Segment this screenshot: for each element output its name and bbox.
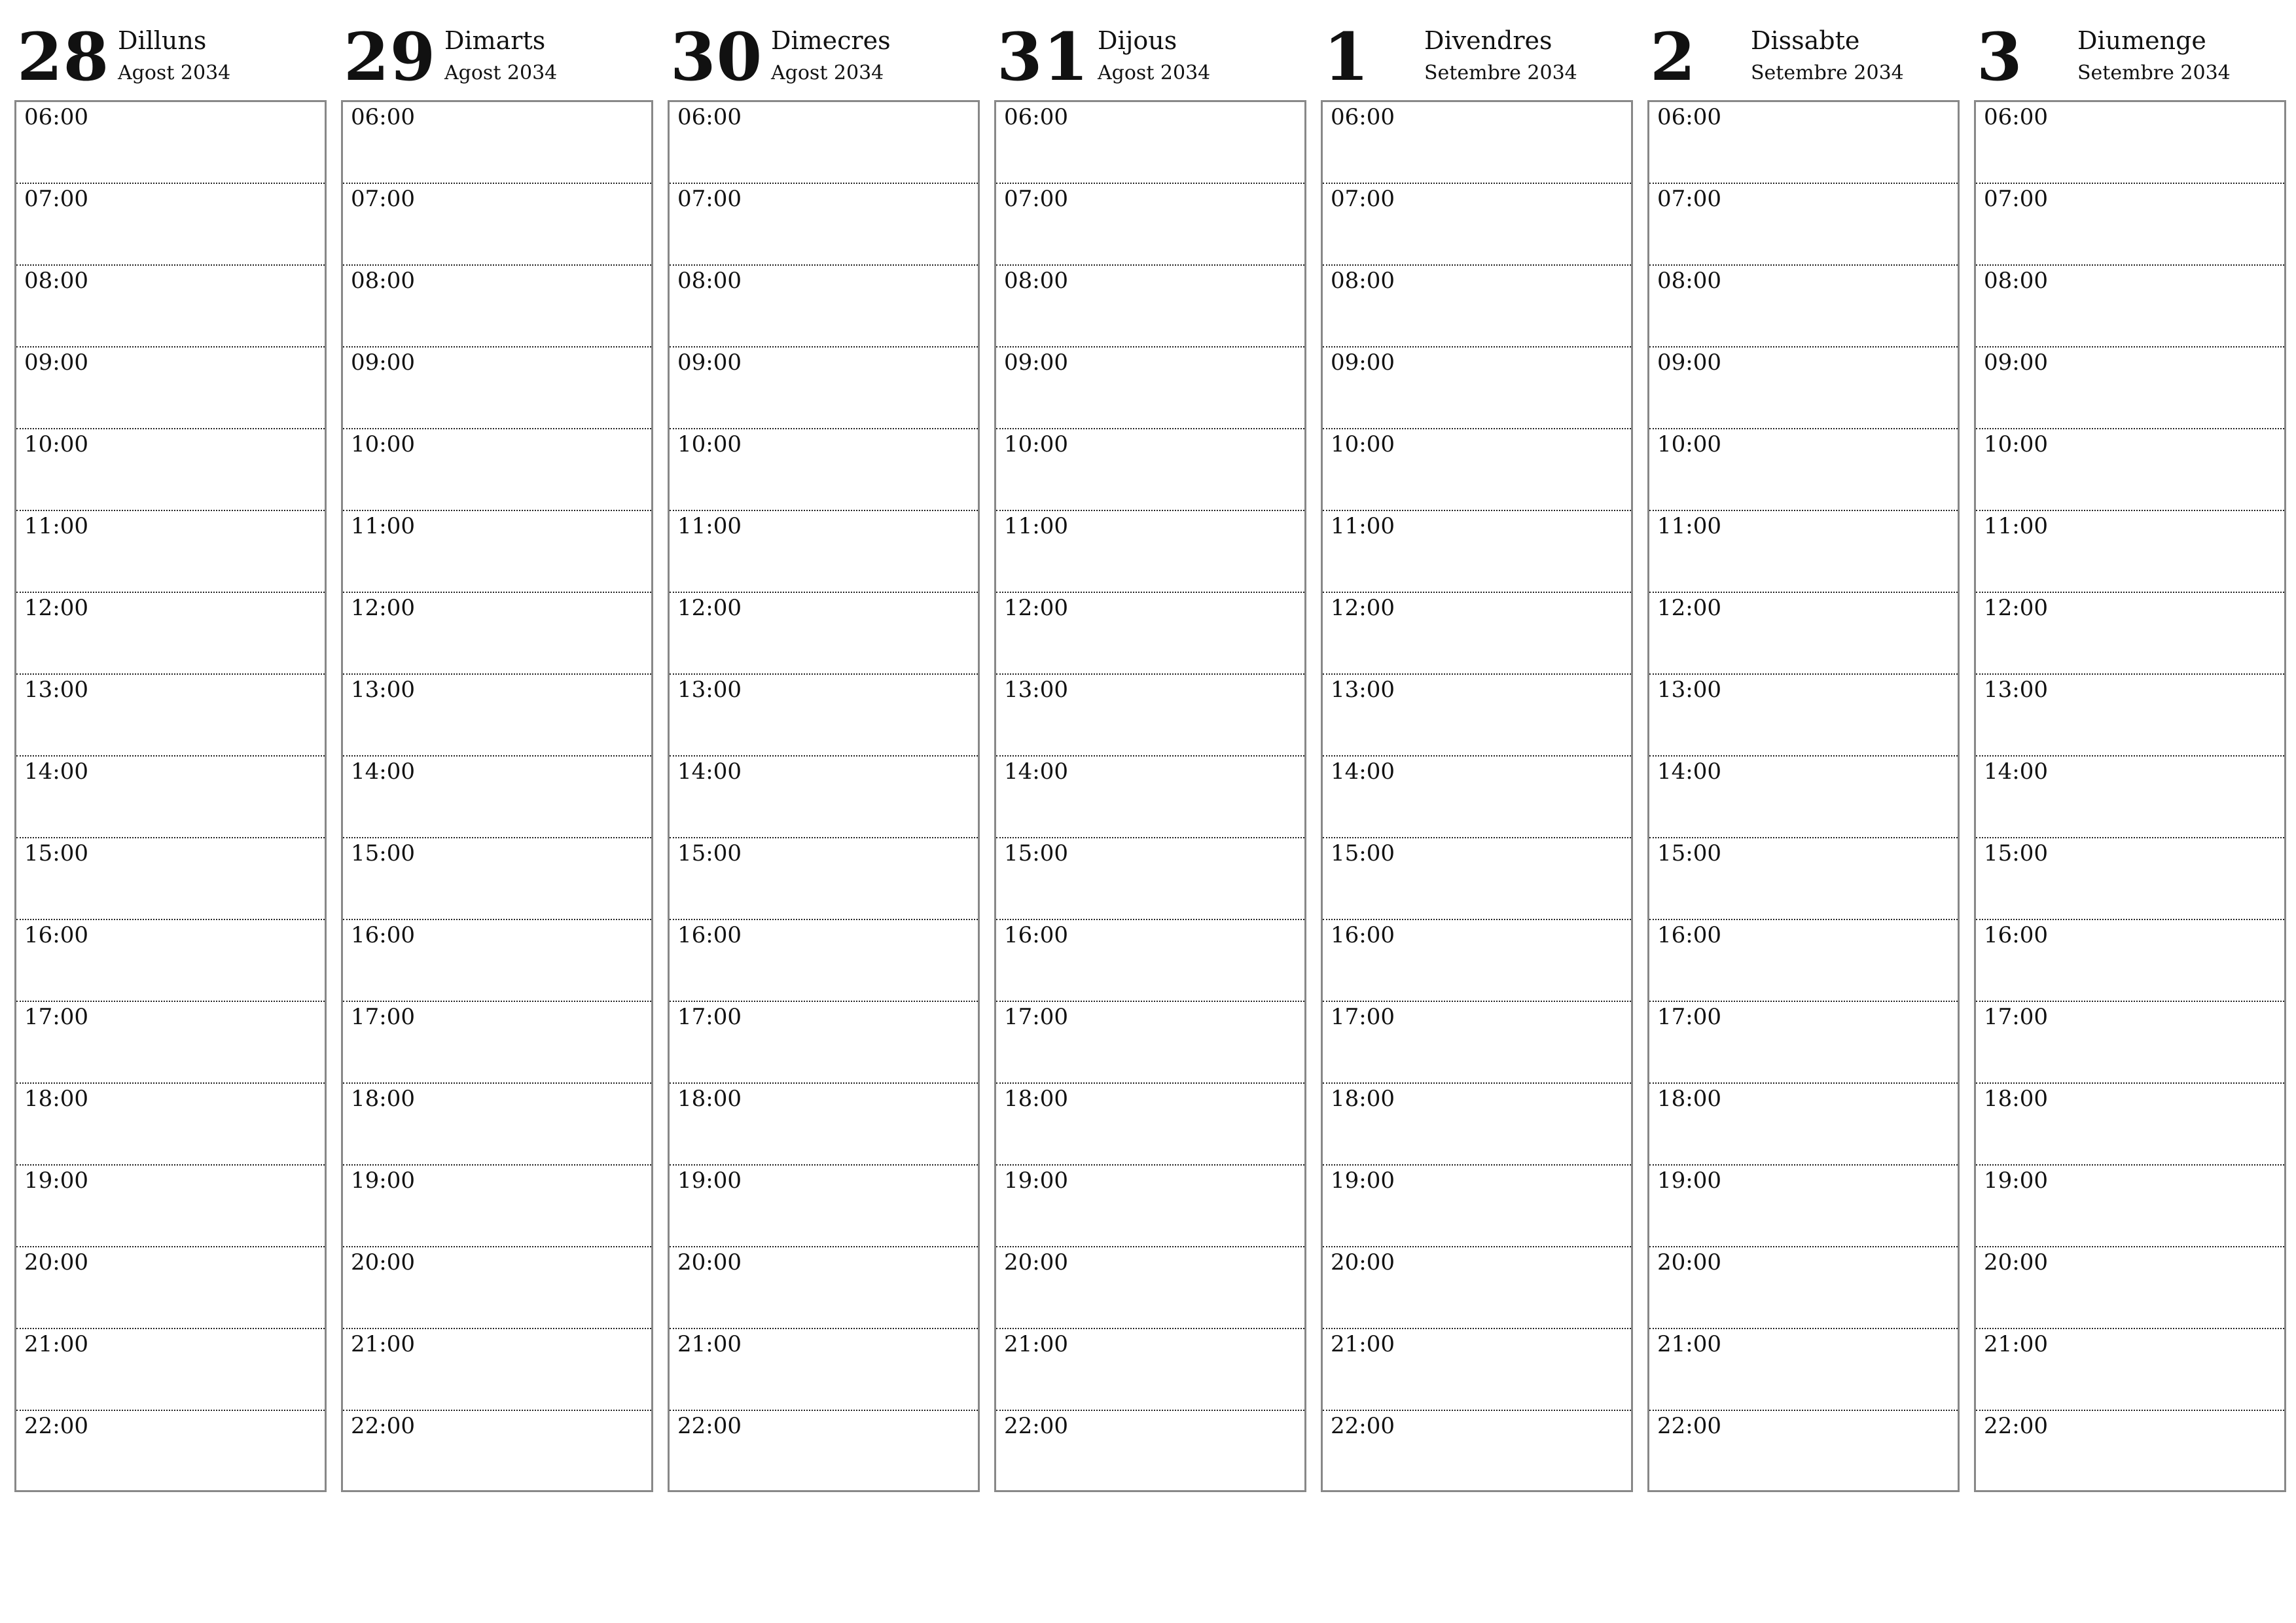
- time-label: 07:00: [1331, 186, 1395, 212]
- time-label: 12:00: [24, 595, 88, 621]
- time-label: 12:00: [351, 595, 415, 621]
- day-schedule: [994, 100, 1306, 1492]
- time-slot[interactable]: [996, 1247, 1304, 1329]
- time-label: 10:00: [1984, 431, 2048, 457]
- time-label: 13:00: [1331, 677, 1395, 703]
- time-slot[interactable]: [1976, 266, 2284, 348]
- day-name: Diumenge: [2077, 26, 2206, 55]
- time-label: 13:00: [24, 677, 88, 703]
- time-label: 11:00: [1331, 513, 1395, 539]
- time-slot[interactable]: [670, 1166, 978, 1247]
- time-slot[interactable]: [1976, 348, 2284, 429]
- time-label: 18:00: [1331, 1086, 1395, 1112]
- time-label: 06:00: [1657, 104, 1721, 130]
- time-label: 15:00: [24, 840, 88, 866]
- time-label: 20:00: [24, 1249, 88, 1275]
- time-label: 07:00: [1984, 186, 2048, 212]
- time-slot[interactable]: [996, 511, 1304, 593]
- time-slot[interactable]: [16, 348, 325, 429]
- day-column: [994, 20, 1306, 1492]
- time-slot[interactable]: [670, 102, 978, 184]
- time-label: 12:00: [1004, 595, 1068, 621]
- time-label: 13:00: [677, 677, 742, 703]
- time-label: 17:00: [1004, 1004, 1068, 1030]
- day-name: Dimecres: [771, 26, 891, 55]
- day-month: Agost 2034: [771, 62, 884, 84]
- time-slot[interactable]: [1323, 429, 1631, 511]
- day-month: Agost 2034: [444, 62, 558, 84]
- time-label: 16:00: [677, 922, 742, 948]
- time-slot[interactable]: [343, 838, 651, 920]
- time-label: 16:00: [1331, 922, 1395, 948]
- time-slot[interactable]: [343, 1166, 651, 1247]
- time-slot[interactable]: [670, 1247, 978, 1329]
- time-label: 06:00: [677, 104, 742, 130]
- time-label: 20:00: [1984, 1249, 2048, 1275]
- time-slot[interactable]: [670, 920, 978, 1002]
- time-label: 13:00: [351, 677, 415, 703]
- day-name: Dijous: [1098, 26, 1177, 55]
- time-label: 18:00: [24, 1086, 88, 1112]
- time-slot[interactable]: [670, 838, 978, 920]
- time-label: 16:00: [24, 922, 88, 948]
- time-label: 13:00: [1984, 677, 2048, 703]
- day-schedule: [1974, 100, 2286, 1492]
- time-label: 10:00: [1004, 431, 1068, 457]
- time-slot[interactable]: [1649, 675, 1958, 757]
- time-slot[interactable]: [1649, 838, 1958, 920]
- time-label: 13:00: [1004, 677, 1068, 703]
- time-slot[interactable]: [996, 1002, 1304, 1084]
- time-label: 21:00: [1657, 1331, 1721, 1357]
- time-slot[interactable]: [670, 348, 978, 429]
- time-slot[interactable]: [16, 1247, 325, 1329]
- time-label: 14:00: [1984, 758, 2048, 785]
- time-slot[interactable]: [16, 838, 325, 920]
- time-slot[interactable]: [1976, 1411, 2284, 1490]
- day-month: Setembre 2034: [2077, 62, 2231, 84]
- time-slot[interactable]: [670, 1411, 978, 1490]
- day-column: [1647, 20, 1960, 1492]
- time-label: 08:00: [24, 268, 88, 294]
- time-label: 09:00: [1331, 349, 1395, 376]
- time-label: 16:00: [1984, 922, 2048, 948]
- time-slot[interactable]: [1323, 1247, 1631, 1329]
- time-label: 06:00: [1984, 104, 2048, 130]
- time-slot[interactable]: [1976, 184, 2284, 266]
- time-label: 19:00: [677, 1168, 742, 1194]
- day-name: Divendres: [1424, 26, 1552, 55]
- time-slot[interactable]: [1323, 1329, 1631, 1411]
- time-slot[interactable]: [670, 1084, 978, 1166]
- time-label: 19:00: [1657, 1168, 1721, 1194]
- time-slot[interactable]: [16, 511, 325, 593]
- time-slot[interactable]: [1323, 675, 1631, 757]
- time-label: 21:00: [351, 1331, 415, 1357]
- time-slot[interactable]: [1649, 593, 1958, 675]
- time-label: 18:00: [1984, 1086, 2048, 1112]
- time-slot[interactable]: [1323, 1084, 1631, 1166]
- time-label: 06:00: [351, 104, 415, 130]
- time-label: 15:00: [1657, 840, 1721, 866]
- time-slot[interactable]: [1976, 511, 2284, 593]
- time-slot[interactable]: [16, 1329, 325, 1411]
- time-slot[interactable]: [1323, 348, 1631, 429]
- time-slot[interactable]: [1976, 920, 2284, 1002]
- time-label: 09:00: [677, 349, 742, 376]
- time-slot[interactable]: [670, 1329, 978, 1411]
- day-header: [668, 20, 980, 100]
- time-label: 20:00: [677, 1249, 742, 1275]
- time-label: 08:00: [351, 268, 415, 294]
- time-slot[interactable]: [343, 266, 651, 348]
- time-slot[interactable]: [343, 102, 651, 184]
- time-slot[interactable]: [1323, 184, 1631, 266]
- time-label: 14:00: [1004, 758, 1068, 785]
- time-slot[interactable]: [343, 920, 651, 1002]
- time-slot[interactable]: [1323, 266, 1631, 348]
- time-slot[interactable]: [996, 348, 1304, 429]
- time-label: 22:00: [351, 1413, 415, 1439]
- time-slot[interactable]: [996, 1166, 1304, 1247]
- time-label: 22:00: [1331, 1413, 1395, 1439]
- time-label: 14:00: [1331, 758, 1395, 785]
- time-slot[interactable]: [996, 838, 1304, 920]
- time-slot[interactable]: [1976, 429, 2284, 511]
- time-slot[interactable]: [670, 1002, 978, 1084]
- day-number: 1: [1323, 18, 1370, 96]
- time-slot[interactable]: [343, 593, 651, 675]
- day-number: 29: [344, 18, 437, 96]
- time-slot[interactable]: [16, 593, 325, 675]
- time-slot[interactable]: [1976, 675, 2284, 757]
- time-label: 10:00: [1331, 431, 1395, 457]
- time-label: 10:00: [351, 431, 415, 457]
- day-month: Setembre 2034: [1751, 62, 1904, 84]
- time-slot[interactable]: [16, 920, 325, 1002]
- time-label: 18:00: [351, 1086, 415, 1112]
- time-slot[interactable]: [996, 675, 1304, 757]
- time-slot[interactable]: [1649, 266, 1958, 348]
- time-slot[interactable]: [1649, 1247, 1958, 1329]
- time-label: 15:00: [1004, 840, 1068, 866]
- day-month: Setembre 2034: [1424, 62, 1577, 84]
- day-schedule: [1321, 100, 1633, 1492]
- time-label: 21:00: [1984, 1331, 2048, 1357]
- time-slot[interactable]: [1323, 102, 1631, 184]
- time-label: 07:00: [677, 186, 742, 212]
- time-slot[interactable]: [16, 1002, 325, 1084]
- time-label: 10:00: [24, 431, 88, 457]
- time-slot[interactable]: [343, 675, 651, 757]
- time-slot[interactable]: [16, 1411, 325, 1490]
- time-slot[interactable]: [1976, 1247, 2284, 1329]
- time-label: 11:00: [1004, 513, 1068, 539]
- day-number: 30: [670, 18, 763, 96]
- day-month: Agost 2034: [1098, 62, 1211, 84]
- time-slot[interactable]: [1649, 1166, 1958, 1247]
- time-label: 22:00: [24, 1413, 88, 1439]
- time-label: 21:00: [677, 1331, 742, 1357]
- day-header: [14, 20, 327, 100]
- time-slot[interactable]: [343, 757, 651, 838]
- time-label: 16:00: [1657, 922, 1721, 948]
- day-name: Dilluns: [118, 26, 207, 55]
- day-number: 2: [1650, 18, 1696, 96]
- time-slot[interactable]: [343, 348, 651, 429]
- time-label: 22:00: [1657, 1413, 1721, 1439]
- day-column: [668, 20, 980, 1492]
- time-slot[interactable]: [16, 429, 325, 511]
- day-column: [14, 20, 327, 1492]
- time-slot[interactable]: [670, 511, 978, 593]
- time-slot[interactable]: [1976, 1166, 2284, 1247]
- time-slot[interactable]: [670, 757, 978, 838]
- time-label: 19:00: [24, 1168, 88, 1194]
- time-slot[interactable]: [670, 675, 978, 757]
- time-slot[interactable]: [1649, 184, 1958, 266]
- day-header: [1647, 20, 1960, 100]
- time-label: 22:00: [677, 1413, 742, 1439]
- time-slot[interactable]: [996, 266, 1304, 348]
- day-header: [1321, 20, 1633, 100]
- time-label: 19:00: [1004, 1168, 1068, 1194]
- time-slot[interactable]: [1976, 1084, 2284, 1166]
- day-schedule: [668, 100, 980, 1492]
- time-label: 14:00: [1657, 758, 1721, 785]
- time-slot[interactable]: [996, 1411, 1304, 1490]
- day-name: Dimarts: [444, 26, 546, 55]
- time-label: 20:00: [1331, 1249, 1395, 1275]
- time-label: 18:00: [1657, 1086, 1721, 1112]
- time-slot[interactable]: [670, 266, 978, 348]
- time-slot[interactable]: [1976, 1329, 2284, 1411]
- day-column: [341, 20, 653, 1492]
- day-header: [994, 20, 1306, 100]
- day-schedule: [14, 100, 327, 1492]
- day-name: Dissabte: [1751, 26, 1860, 55]
- time-label: 07:00: [351, 186, 415, 212]
- day-header: [1974, 20, 2286, 100]
- time-slot[interactable]: [670, 429, 978, 511]
- time-slot[interactable]: [343, 1411, 651, 1490]
- day-schedule: [341, 100, 653, 1492]
- time-label: 17:00: [677, 1004, 742, 1030]
- time-slot[interactable]: [16, 102, 325, 184]
- time-label: 08:00: [677, 268, 742, 294]
- time-slot[interactable]: [1323, 593, 1631, 675]
- time-slot[interactable]: [996, 429, 1304, 511]
- time-slot[interactable]: [1323, 838, 1631, 920]
- day-header: [341, 20, 653, 100]
- time-label: 11:00: [351, 513, 415, 539]
- time-label: 16:00: [351, 922, 415, 948]
- time-slot[interactable]: [1976, 593, 2284, 675]
- time-label: 21:00: [1331, 1331, 1395, 1357]
- time-label: 12:00: [1331, 595, 1395, 621]
- time-slot[interactable]: [1649, 102, 1958, 184]
- time-slot[interactable]: [343, 1084, 651, 1166]
- time-label: 15:00: [1331, 840, 1395, 866]
- time-label: 19:00: [1331, 1168, 1395, 1194]
- time-label: 09:00: [1657, 349, 1721, 376]
- time-label: 21:00: [1004, 1331, 1068, 1357]
- time-label: 08:00: [1331, 268, 1395, 294]
- time-label: 14:00: [351, 758, 415, 785]
- time-label: 07:00: [24, 186, 88, 212]
- time-slot[interactable]: [1976, 102, 2284, 184]
- time-slot[interactable]: [670, 184, 978, 266]
- time-label: 09:00: [1004, 349, 1068, 376]
- time-label: 15:00: [677, 840, 742, 866]
- time-slot[interactable]: [16, 675, 325, 757]
- time-label: 15:00: [1984, 840, 2048, 866]
- time-slot[interactable]: [1323, 1166, 1631, 1247]
- time-label: 22:00: [1984, 1413, 2048, 1439]
- time-slot[interactable]: [16, 1084, 325, 1166]
- time-slot[interactable]: [1323, 920, 1631, 1002]
- time-label: 09:00: [1984, 349, 2048, 376]
- time-slot[interactable]: [1323, 511, 1631, 593]
- time-label: 17:00: [351, 1004, 415, 1030]
- time-slot[interactable]: [1649, 1084, 1958, 1166]
- time-label: 18:00: [677, 1086, 742, 1112]
- time-slot[interactable]: [996, 920, 1304, 1002]
- time-label: 11:00: [1984, 513, 2048, 539]
- day-month: Agost 2034: [118, 62, 231, 84]
- time-slot[interactable]: [996, 184, 1304, 266]
- time-label: 06:00: [24, 104, 88, 130]
- time-slot[interactable]: [670, 593, 978, 675]
- time-label: 17:00: [24, 1004, 88, 1030]
- time-slot[interactable]: [1323, 1002, 1631, 1084]
- day-number: 3: [1977, 18, 2023, 96]
- time-slot[interactable]: [1649, 1411, 1958, 1490]
- time-label: 20:00: [1657, 1249, 1721, 1275]
- time-label: 11:00: [1657, 513, 1721, 539]
- time-slot[interactable]: [996, 1084, 1304, 1166]
- time-label: 17:00: [1984, 1004, 2048, 1030]
- time-label: 08:00: [1984, 268, 2048, 294]
- time-slot[interactable]: [1649, 1002, 1958, 1084]
- time-label: 12:00: [1984, 595, 2048, 621]
- time-slot[interactable]: [1976, 1002, 2284, 1084]
- time-label: 20:00: [351, 1249, 415, 1275]
- time-slot[interactable]: [16, 266, 325, 348]
- time-label: 11:00: [24, 513, 88, 539]
- time-label: 17:00: [1331, 1004, 1395, 1030]
- time-slot[interactable]: [343, 1247, 651, 1329]
- time-slot[interactable]: [1649, 511, 1958, 593]
- time-slot[interactable]: [996, 1329, 1304, 1411]
- time-label: 08:00: [1004, 268, 1068, 294]
- time-label: 07:00: [1004, 186, 1068, 212]
- time-slot[interactable]: [16, 1166, 325, 1247]
- time-label: 15:00: [351, 840, 415, 866]
- time-slot[interactable]: [1649, 429, 1958, 511]
- time-label: 08:00: [1657, 268, 1721, 294]
- time-slot[interactable]: [343, 1002, 651, 1084]
- time-label: 06:00: [1004, 104, 1068, 130]
- time-label: 09:00: [24, 349, 88, 376]
- time-label: 13:00: [1657, 677, 1721, 703]
- time-label: 07:00: [1657, 186, 1721, 212]
- time-slot[interactable]: [1649, 1329, 1958, 1411]
- time-slot[interactable]: [996, 102, 1304, 184]
- time-label: 19:00: [1984, 1168, 2048, 1194]
- time-slot[interactable]: [1649, 920, 1958, 1002]
- day-number: 28: [17, 18, 110, 96]
- time-slot[interactable]: [1976, 757, 2284, 838]
- time-label: 22:00: [1004, 1413, 1068, 1439]
- time-label: 06:00: [1331, 104, 1395, 130]
- time-slot[interactable]: [1323, 757, 1631, 838]
- time-slot[interactable]: [1976, 838, 2284, 920]
- day-column: [1974, 20, 2286, 1492]
- time-slot[interactable]: [996, 593, 1304, 675]
- time-label: 10:00: [677, 431, 742, 457]
- time-label: 16:00: [1004, 922, 1068, 948]
- time-slot[interactable]: [1649, 757, 1958, 838]
- time-label: 09:00: [351, 349, 415, 376]
- time-label: 19:00: [351, 1168, 415, 1194]
- time-label: 18:00: [1004, 1086, 1068, 1112]
- time-label: 21:00: [24, 1331, 88, 1357]
- time-slot[interactable]: [343, 1329, 651, 1411]
- time-label: 12:00: [1657, 595, 1721, 621]
- time-slot[interactable]: [343, 429, 651, 511]
- day-number: 31: [997, 18, 1090, 96]
- time-label: 14:00: [24, 758, 88, 785]
- day-schedule: [1647, 100, 1960, 1492]
- time-slot[interactable]: [16, 184, 325, 266]
- time-slot[interactable]: [343, 511, 651, 593]
- time-label: 14:00: [677, 758, 742, 785]
- day-column: [1321, 20, 1633, 1492]
- time-label: 20:00: [1004, 1249, 1068, 1275]
- time-label: 10:00: [1657, 431, 1721, 457]
- time-slot[interactable]: [1649, 348, 1958, 429]
- time-slot[interactable]: [1323, 1411, 1631, 1490]
- time-label: 12:00: [677, 595, 742, 621]
- time-slot[interactable]: [996, 757, 1304, 838]
- time-slot[interactable]: [16, 757, 325, 838]
- time-slot[interactable]: [343, 184, 651, 266]
- time-label: 11:00: [677, 513, 742, 539]
- weekly-planner: [14, 20, 2286, 1492]
- time-label: 17:00: [1657, 1004, 1721, 1030]
